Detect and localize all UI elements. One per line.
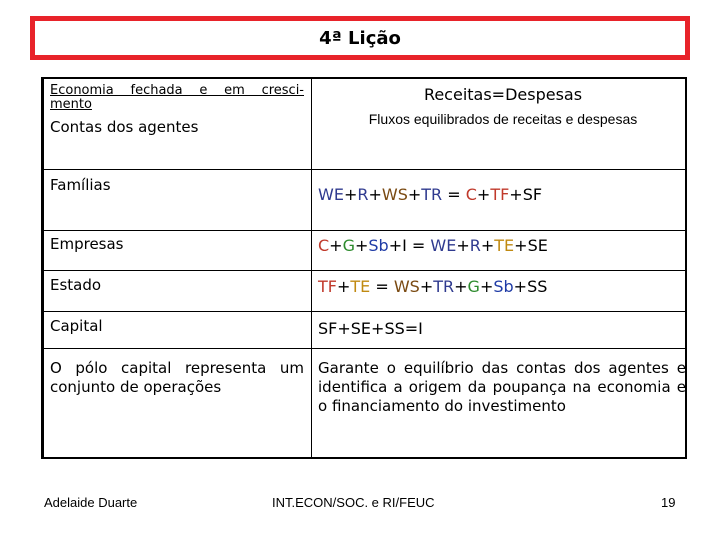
equation-term: WS (393, 277, 420, 296)
equation-term: G (467, 277, 480, 296)
equation-term: + (509, 185, 523, 204)
footer-author: Adelaide Duarte (44, 495, 138, 510)
equation-term: + (456, 236, 470, 255)
column-divider (311, 79, 312, 457)
slide-title: 4ª Lição (319, 27, 401, 49)
row-equation-capital (318, 319, 688, 338)
equation-term: TE (494, 236, 515, 255)
equation-term: Sb (493, 277, 514, 296)
equation-term: TF (490, 185, 510, 204)
equation-term: C (465, 185, 477, 204)
row-label-empresas: Empresas (50, 235, 124, 253)
equation-term: WE (318, 185, 344, 204)
equation-term: = (442, 185, 466, 204)
row-divider (44, 270, 685, 271)
footer-page-number: 19 (661, 495, 676, 510)
header-left-cell (50, 84, 304, 136)
equation-term: + (419, 277, 434, 296)
equation-term: + (388, 236, 403, 255)
equation-term: TR (433, 277, 455, 296)
equation-term: + (514, 236, 528, 255)
equation-term: + (407, 185, 422, 204)
header-topic-line2: mento (50, 97, 92, 112)
equation-term: WS (381, 185, 408, 204)
row-label-estado: Estado (50, 276, 102, 294)
row-label-familias: Famílias (50, 176, 111, 194)
equation-term: + (368, 185, 382, 204)
accounts-table (41, 77, 687, 459)
equation-term: C (318, 236, 330, 255)
equation-term: TE (350, 277, 371, 296)
equation-term: R (357, 185, 369, 204)
row-equation-estado (318, 277, 688, 296)
equation-term: I (402, 236, 407, 255)
header-topic-line1: Economia fechada e em cresci- (50, 83, 304, 98)
capital-role-description: Garante o equilíbrio das contas dos agentes e identifica a origem da poupança na economia e o financiamento do investimento (318, 359, 686, 415)
equation-term: + (454, 277, 468, 296)
footer-course: INT.ECON/SOC. e RI/FEUC (272, 495, 435, 510)
equation-term: + (513, 277, 528, 296)
equation-term: SF (522, 185, 543, 204)
equation-term: + (480, 236, 495, 255)
equation-term: = (406, 236, 431, 255)
capital-description: O pólo capital representa um conjunto de operações (50, 359, 304, 396)
header-subtitle: Contas dos agentes (50, 118, 199, 136)
equation-term: TR (421, 185, 443, 204)
equation-term: Sb (368, 236, 389, 255)
row-divider (44, 230, 685, 231)
equation-term: + (479, 277, 494, 296)
row-equation-familias (318, 185, 688, 204)
row-equation-empresas (318, 236, 688, 255)
equation-term: SE (527, 236, 548, 255)
equation-term: WE (430, 236, 457, 255)
row-label-capital: Capital (50, 317, 103, 335)
equation-term: + (354, 236, 369, 255)
equation-term: TF (318, 277, 337, 296)
header-equation-subtitle: Fluxos equilibrados de receitas e despesas (368, 111, 638, 127)
equation-term: + (336, 277, 351, 296)
equation-term: G (342, 236, 355, 255)
equation-term: R (469, 236, 481, 255)
row-divider (44, 169, 685, 170)
header-right-cell (318, 85, 688, 127)
equation-term: + (329, 236, 343, 255)
equation-term: = (370, 277, 394, 296)
slide-title-box (30, 16, 690, 60)
row-divider (44, 311, 685, 312)
equation-term: + (343, 185, 358, 204)
row-divider (44, 348, 685, 349)
equation-term: SS (527, 277, 548, 296)
equation-term: SF+SE+SS=I (318, 319, 423, 338)
header-equation-title: Receitas=Despesas (423, 85, 583, 104)
equation-term: + (476, 185, 491, 204)
